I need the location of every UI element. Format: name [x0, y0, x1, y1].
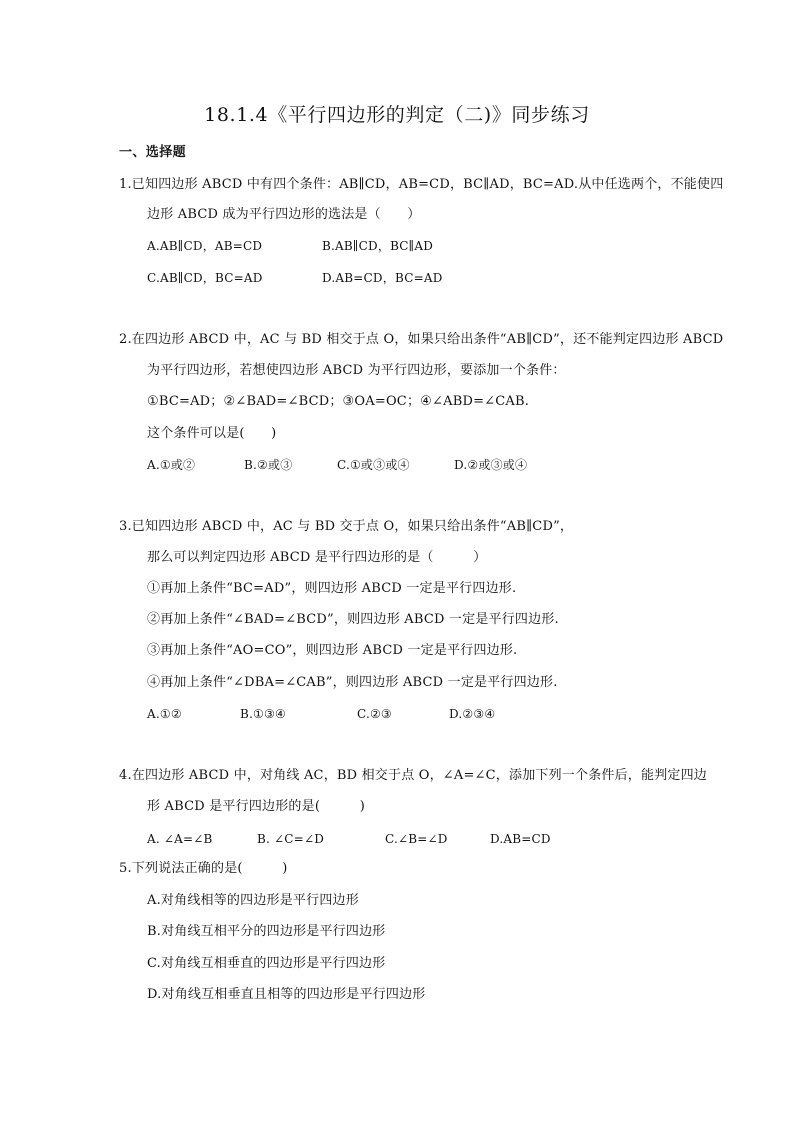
page-title: 18.1.4《平行四边形的判定（二)》同步练习	[204, 104, 590, 126]
question-1-option-a: A.AB∥CD，AB=CD	[147, 239, 263, 253]
question-4-line-2: 形 ABCD 是平行四边形的是( )	[147, 799, 365, 814]
question-2-line-1: 2.在四边形 ABCD 中，AC 与 BD 相交于点 O，如果只给出条件“AB∥CD”，还不能判定四边形 ABCD	[119, 332, 724, 347]
question-3-option-c: C.②③	[357, 707, 392, 721]
section-heading: 一、选择题	[119, 145, 187, 160]
question-3-option-d: D.②③④	[449, 707, 496, 721]
question-3-line-5: ③再加上条件“AO=CO”，则四边形 ABCD 一定是平行四边形.	[147, 643, 518, 658]
question-2-option-d: D.②或③或④	[454, 458, 528, 472]
question-3-line-1: 3.已知四边形 ABCD 中，AC 与 BD 交于点 O，如果只给出条件“AB∥CD”，	[119, 519, 574, 534]
question-5-option-c: C.对角线互相垂直的四边形是平行四边形	[147, 956, 386, 971]
question-5-option-b: B.对角线互相平分的四边形是平行四边形	[147, 924, 386, 939]
question-2-option-b: B.②或③	[244, 458, 293, 472]
question-1-line-1: 1.已知四边形 ABCD 中有四个条件：AB∥CD，AB=CD，BC∥AD，BC=AD.从中任选两个，不能使四	[119, 177, 724, 192]
question-3-line-6: ④再加上条件“∠DBA=∠CAB”，则四边形 ABCD 一定是平行四边形.	[147, 675, 558, 690]
question-3-line-3: ①再加上条件“BC=AD”，则四边形 ABCD 一定是平行四边形.	[147, 581, 517, 596]
question-5-line-1: 5.下列说法正确的是( )	[119, 861, 288, 876]
question-4-line-1: 4.在四边形 ABCD 中，对角线 AC，BD 相交于点 O，∠A=∠C，添加下列一个条件后，能判定四边	[119, 768, 707, 783]
question-5-option-d: D.对角线互相垂直且相等的四边形是平行四边形	[147, 987, 426, 1002]
question-3-line-2: 那么可以判定四边形 ABCD 是平行四边形的是（ ）	[147, 550, 487, 565]
question-2-line-4: 这个条件可以是( )	[147, 426, 277, 441]
question-2-line-2: 为平行四边形，若想使四边形 ABCD 为平行四边形，要添加一个条件：	[147, 363, 566, 378]
question-1-option-c: C.AB∥CD，BC=AD	[147, 271, 263, 285]
question-1-option-b: B.AB∥CD，BC∥AD	[322, 239, 434, 253]
question-1-option-d: D.AB=CD，BC=AD	[322, 271, 443, 285]
question-5-option-a: A.对角线相等的四边形是平行四边形	[147, 893, 359, 908]
question-3-option-a: A.①②	[147, 707, 182, 721]
question-4-option-d: D.AB=CD	[490, 832, 551, 846]
question-3-line-4: ②再加上条件“∠BAD=∠BCD”，则四边形 ABCD 一定是平行四边形.	[147, 612, 559, 627]
question-4-option-b: B. ∠C=∠D	[257, 832, 325, 846]
question-2-line-3: ①BC=AD；②∠BAD=∠BCD；③OA=OC；④∠ABD=∠CAB.	[147, 394, 530, 409]
question-1-line-2: 边形 ABCD 成为平行四边形的选法是（ ）	[147, 207, 421, 222]
question-2-option-c: C.①或③或④	[337, 458, 410, 472]
question-4-option-a: A. ∠A=∠B	[147, 832, 213, 846]
question-4-option-c: C.∠B=∠D	[385, 832, 448, 846]
question-2-option-a: A.①或②	[147, 458, 196, 472]
question-3-option-b: B.①③④	[240, 707, 286, 721]
